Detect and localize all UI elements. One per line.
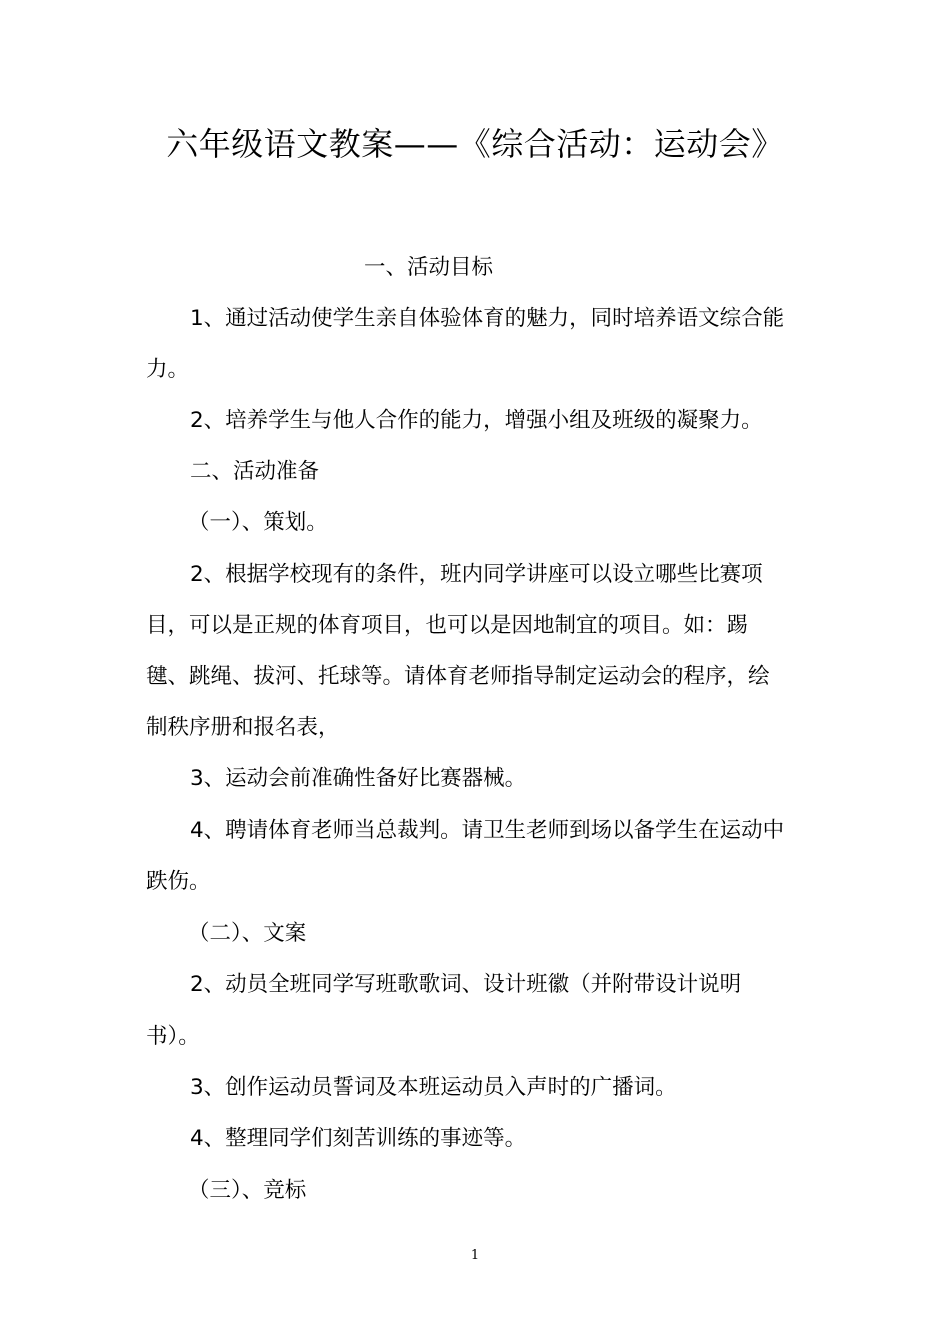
paragraph-line: 制秩序册和报名表，: [146, 715, 340, 740]
section-heading-goals: 一、活动目标: [364, 255, 494, 280]
paragraph-line: 力。: [146, 357, 190, 382]
paragraph-line: 跌伤。: [146, 869, 211, 894]
paragraph-line: 4、聘请体育老师当总裁判。请卫生老师到场以备学生在运动中: [190, 818, 785, 843]
page-number: 1: [470, 1248, 480, 1263]
paragraph-line: 毽、跳绳、拔河、托球等。请体育老师指导制定运动会的程序，绘: [146, 664, 770, 689]
paragraph-line: 2、根据学校现有的条件，班内同学讲座可以设立哪些比赛项: [190, 562, 763, 587]
subsection-heading-copywriting: （二）、文案: [188, 921, 307, 946]
paragraph-line: 2、动员全班同学写班歌歌词、设计班徽（并附带设计说明: [190, 972, 742, 997]
paragraph-line: 书）。: [146, 1024, 200, 1049]
paragraph-line: 目，可以是正规的体育项目，也可以是因地制宜的项目。如：踢: [146, 613, 749, 638]
section-heading-preparation: 二、活动准备: [190, 459, 320, 484]
paragraph-line: 3、运动会前准确性备好比赛器械。: [190, 766, 527, 791]
subsection-heading-bidding: （三）、竞标: [188, 1178, 307, 1203]
document-title: 六年级语文教案——《综合活动：运动会》: [166, 125, 784, 163]
paragraph-line: 1、通过活动使学生亲自体验体育的魅力，同时培养语文综合能: [190, 306, 785, 331]
subsection-heading-planning: （一）、策划。: [188, 510, 328, 535]
paragraph-line: 3、创作运动员誓词及本班运动员入声时的广播词。: [190, 1075, 677, 1100]
paragraph-line: 4、整理同学们刻苦训练的事迹等。: [190, 1126, 527, 1151]
paragraph-line: 2、培养学生与他人合作的能力，增强小组及班级的凝聚力。: [190, 408, 763, 433]
